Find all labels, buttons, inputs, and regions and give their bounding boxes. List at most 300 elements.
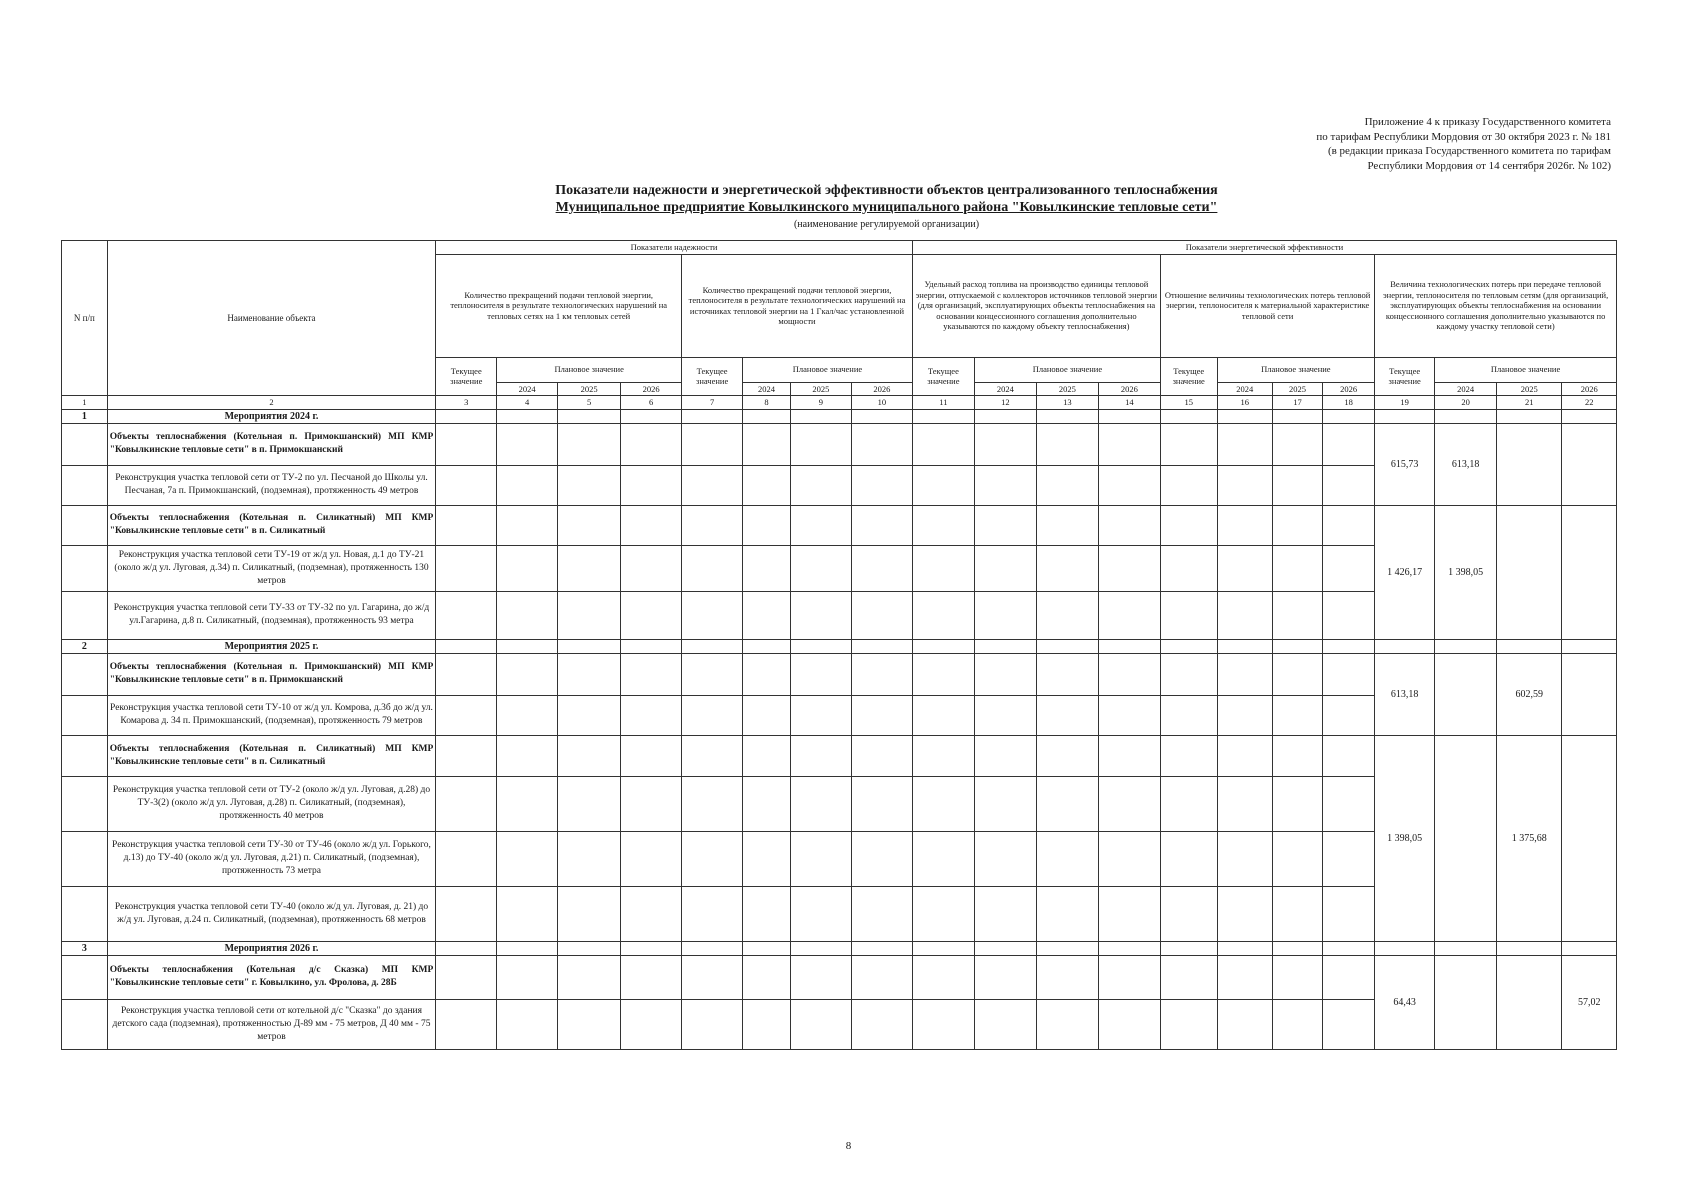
loss-value-20 xyxy=(1435,955,1497,1049)
empty-cell xyxy=(743,886,791,941)
empty-cell xyxy=(851,653,912,695)
empty-cell xyxy=(497,505,558,545)
column-number: 15 xyxy=(1160,396,1217,410)
empty-cell xyxy=(621,545,682,591)
empty-cell xyxy=(851,941,912,955)
empty-cell xyxy=(621,695,682,735)
empty-cell xyxy=(912,465,974,505)
empty-cell xyxy=(62,591,108,639)
empty-cell xyxy=(1272,409,1322,423)
empty-cell xyxy=(1323,831,1375,886)
header-year: 2024 xyxy=(497,382,558,396)
empty-cell xyxy=(682,591,743,639)
empty-cell xyxy=(62,423,108,465)
empty-cell xyxy=(1272,591,1322,639)
empty-cell xyxy=(790,955,851,999)
header-current-value: Текущее значение xyxy=(436,357,497,396)
loss-value-22 xyxy=(1562,653,1617,735)
empty-cell xyxy=(497,886,558,941)
column-number: 13 xyxy=(1036,396,1098,410)
empty-cell xyxy=(682,423,743,465)
empty-cell xyxy=(1217,695,1272,735)
empty-cell xyxy=(1272,465,1322,505)
empty-cell xyxy=(682,776,743,831)
empty-cell xyxy=(743,831,791,886)
empty-cell xyxy=(1036,639,1098,653)
empty-cell xyxy=(62,999,108,1049)
empty-cell xyxy=(790,695,851,735)
column-number: 19 xyxy=(1375,396,1435,410)
empty-cell xyxy=(1272,505,1322,545)
empty-cell xyxy=(1375,409,1435,423)
header-year: 2026 xyxy=(1562,382,1617,396)
empty-cell xyxy=(1160,591,1217,639)
empty-cell xyxy=(912,505,974,545)
column-number: 17 xyxy=(1272,396,1322,410)
empty-cell xyxy=(621,409,682,423)
header-num: N п/п xyxy=(62,241,108,396)
empty-cell xyxy=(1036,886,1098,941)
organization-caption: (наименование регулируемой организации) xyxy=(793,219,980,230)
empty-cell xyxy=(1323,653,1375,695)
empty-cell xyxy=(558,545,621,591)
empty-cell xyxy=(1272,941,1322,955)
empty-cell xyxy=(1160,735,1217,776)
empty-cell xyxy=(743,409,791,423)
header-name: Наименование объекта xyxy=(107,241,436,396)
empty-cell xyxy=(743,545,791,591)
empty-cell xyxy=(558,941,621,955)
header-year: 2026 xyxy=(851,382,912,396)
header-planned-value: Плановое значение xyxy=(1435,357,1617,382)
empty-cell xyxy=(1036,423,1098,465)
object-name: Объекты теплоснабжения (Котельная д/с Сказка) МП КМР "Ковылкинские тепловые сети" г. Ковылкино, ул. Фролова, д. 28Б xyxy=(107,955,436,999)
empty-cell xyxy=(1036,831,1098,886)
empty-cell xyxy=(62,831,108,886)
empty-cell xyxy=(436,831,497,886)
empty-cell xyxy=(1217,955,1272,999)
empty-cell xyxy=(974,465,1036,505)
empty-cell xyxy=(912,639,974,653)
empty-cell xyxy=(1375,639,1435,653)
object-row xyxy=(62,735,1617,776)
empty-cell xyxy=(1160,941,1217,955)
empty-cell xyxy=(1562,409,1617,423)
empty-cell xyxy=(1098,653,1160,695)
empty-cell xyxy=(743,735,791,776)
empty-cell xyxy=(1036,776,1098,831)
empty-cell xyxy=(1323,886,1375,941)
header-efficiency: Показатели энергетической эффективности xyxy=(912,241,1616,255)
empty-cell xyxy=(497,409,558,423)
empty-cell xyxy=(1036,955,1098,999)
empty-cell xyxy=(1098,423,1160,465)
appendix-line: по тарифам Республики Мордовия от 30 октября 2023 г. № 181 xyxy=(1316,130,1611,143)
loss-value-21: 602,59 xyxy=(1497,653,1562,735)
empty-cell xyxy=(974,653,1036,695)
empty-cell xyxy=(621,999,682,1049)
empty-cell xyxy=(62,955,108,999)
empty-cell xyxy=(790,831,851,886)
empty-cell xyxy=(1272,999,1322,1049)
empty-cell xyxy=(558,831,621,886)
work-description: Реконструкция участка тепловой сети ТУ-30 от ТУ-46 (около ж/д ул. Горького, д.13) до ТУ-40 (около ж/д ул. Луговая, д.21) п. Силикатный, (подземная), протяженность 73 метра xyxy=(107,831,436,886)
column-number: 3 xyxy=(436,396,497,410)
work-description: Реконструкция участка тепловой сети ТУ-33 от ТУ-32 по ул. Гагарина, до ж/д ул.Гагарина, д.8 п. Силикатный, (подземная), протяженность 93 метра xyxy=(107,591,436,639)
section-title: Мероприятия 2025 г. xyxy=(107,639,436,653)
empty-cell xyxy=(912,941,974,955)
header-year: 2024 xyxy=(743,382,791,396)
empty-cell xyxy=(912,735,974,776)
empty-cell xyxy=(497,465,558,505)
empty-cell xyxy=(974,831,1036,886)
section-row xyxy=(62,941,1617,955)
empty-cell xyxy=(436,423,497,465)
object-name: Объекты теплоснабжения (Котельная п. Примокшанский) МП КМР "Ковылкинские тепловые сети" в п. Примокшанский xyxy=(107,423,436,465)
column-number: 22 xyxy=(1562,396,1617,410)
empty-cell xyxy=(1323,776,1375,831)
empty-cell xyxy=(974,776,1036,831)
empty-cell xyxy=(62,465,108,505)
empty-cell xyxy=(1098,735,1160,776)
empty-cell xyxy=(1160,545,1217,591)
header-reliability: Показатели надежности xyxy=(436,241,913,255)
header-year: 2025 xyxy=(558,382,621,396)
empty-cell xyxy=(682,831,743,886)
empty-cell xyxy=(1435,639,1497,653)
empty-cell xyxy=(1435,941,1497,955)
empty-cell xyxy=(1272,776,1322,831)
empty-cell xyxy=(1217,653,1272,695)
header-year: 2025 xyxy=(1497,382,1562,396)
empty-cell xyxy=(851,545,912,591)
indicators-table xyxy=(61,240,1617,1050)
empty-cell xyxy=(436,639,497,653)
empty-cell xyxy=(1160,505,1217,545)
empty-cell xyxy=(62,776,108,831)
empty-cell xyxy=(621,886,682,941)
page-number: 8 xyxy=(845,1140,852,1152)
empty-cell xyxy=(1217,886,1272,941)
empty-cell xyxy=(436,545,497,591)
empty-cell xyxy=(682,545,743,591)
empty-cell xyxy=(912,999,974,1049)
empty-cell xyxy=(1036,465,1098,505)
empty-cell xyxy=(558,423,621,465)
object-row xyxy=(62,653,1617,695)
empty-cell xyxy=(1217,591,1272,639)
header-g1: Количество прекращений подачи тепловой энергии, теплоносителя в результате технологических нарушений на тепловых сетях на 1 км тепловых сетей xyxy=(436,254,682,357)
empty-cell xyxy=(851,831,912,886)
header-g3: Удельный расход топлива на производство единицы тепловой энергии, отпускаемой с коллекторов источников тепловой энергии (для организаций, эксплуатирующих объекты теплоснабжения на основании концессионного соглашения дополнительно указываются по каждому объекту теплоснабжения) xyxy=(912,254,1160,357)
header-year: 2025 xyxy=(790,382,851,396)
empty-cell xyxy=(790,999,851,1049)
empty-cell xyxy=(1217,465,1272,505)
header-year: 2025 xyxy=(1036,382,1098,396)
empty-cell xyxy=(1036,735,1098,776)
header-planned-value: Плановое значение xyxy=(497,357,682,382)
empty-cell xyxy=(1375,941,1435,955)
empty-cell xyxy=(974,695,1036,735)
section-number: 3 xyxy=(62,941,108,955)
header-year: 2024 xyxy=(974,382,1036,396)
empty-cell xyxy=(62,545,108,591)
empty-cell xyxy=(1323,999,1375,1049)
empty-cell xyxy=(1323,695,1375,735)
empty-cell xyxy=(1098,465,1160,505)
empty-cell xyxy=(851,591,912,639)
empty-cell xyxy=(1272,955,1322,999)
empty-cell xyxy=(790,886,851,941)
empty-cell xyxy=(912,545,974,591)
empty-cell xyxy=(497,776,558,831)
column-number: 7 xyxy=(682,396,743,410)
empty-cell xyxy=(621,955,682,999)
loss-value-19: 615,73 xyxy=(1375,423,1435,505)
header-planned-value: Плановое значение xyxy=(743,357,913,382)
empty-cell xyxy=(436,776,497,831)
empty-cell xyxy=(790,591,851,639)
column-number: 5 xyxy=(558,396,621,410)
empty-cell xyxy=(743,505,791,545)
loss-value-22 xyxy=(1562,505,1617,639)
column-number: 16 xyxy=(1217,396,1272,410)
object-row xyxy=(62,505,1617,545)
empty-cell xyxy=(1098,409,1160,423)
empty-cell xyxy=(1272,695,1322,735)
empty-cell xyxy=(497,423,558,465)
empty-cell xyxy=(621,505,682,545)
empty-cell xyxy=(743,423,791,465)
column-number: 8 xyxy=(743,396,791,410)
empty-cell xyxy=(1098,639,1160,653)
header-g2: Количество прекращений подачи тепловой энергии, теплоносителя в результате технологических нарушений на источниках тепловой энергии на 1 Гкал/час установленной мощности xyxy=(682,254,913,357)
document-title: Показатели надежности и энергетической эффективности объектов централизованного теплоснабжения xyxy=(555,183,1218,198)
empty-cell xyxy=(1435,409,1497,423)
empty-cell xyxy=(1323,545,1375,591)
empty-cell xyxy=(1160,776,1217,831)
empty-cell xyxy=(436,465,497,505)
empty-cell xyxy=(974,735,1036,776)
empty-cell xyxy=(1098,776,1160,831)
appendix-line: Приложение 4 к приказу Государственного комитета xyxy=(1364,116,1611,128)
empty-cell xyxy=(790,639,851,653)
empty-cell xyxy=(1098,505,1160,545)
loss-value-20 xyxy=(1435,653,1497,735)
empty-cell xyxy=(682,639,743,653)
empty-cell xyxy=(436,695,497,735)
empty-cell xyxy=(1160,639,1217,653)
empty-cell xyxy=(1217,545,1272,591)
empty-cell xyxy=(497,545,558,591)
object-name: Объекты теплоснабжения (Котельная п. Силикатный) МП КМР "Ковылкинские тепловые сети" в п. Силикатный xyxy=(107,505,436,545)
empty-cell xyxy=(743,465,791,505)
empty-cell xyxy=(682,505,743,545)
empty-cell xyxy=(436,409,497,423)
empty-cell xyxy=(1272,653,1322,695)
empty-cell xyxy=(851,955,912,999)
empty-cell xyxy=(62,653,108,695)
empty-cell xyxy=(1562,941,1617,955)
empty-cell xyxy=(436,886,497,941)
column-number: 21 xyxy=(1497,396,1562,410)
empty-cell xyxy=(743,941,791,955)
empty-cell xyxy=(1323,955,1375,999)
empty-cell xyxy=(1217,505,1272,545)
section-row xyxy=(62,409,1617,423)
empty-cell xyxy=(1036,695,1098,735)
loss-value-19: 1 426,17 xyxy=(1375,505,1435,639)
empty-cell xyxy=(558,776,621,831)
empty-cell xyxy=(682,735,743,776)
empty-cell xyxy=(974,545,1036,591)
section-number: 2 xyxy=(62,639,108,653)
empty-cell xyxy=(558,639,621,653)
empty-cell xyxy=(851,695,912,735)
empty-cell xyxy=(851,465,912,505)
header-year: 2026 xyxy=(1323,382,1375,396)
empty-cell xyxy=(912,591,974,639)
empty-cell xyxy=(1217,776,1272,831)
empty-cell xyxy=(974,423,1036,465)
empty-cell xyxy=(497,941,558,955)
empty-cell xyxy=(1160,409,1217,423)
empty-cell xyxy=(682,886,743,941)
loss-value-22 xyxy=(1562,423,1617,505)
empty-cell xyxy=(1036,505,1098,545)
empty-cell xyxy=(743,639,791,653)
column-number: 20 xyxy=(1435,396,1497,410)
header-year: 2026 xyxy=(621,382,682,396)
empty-cell xyxy=(62,886,108,941)
empty-cell xyxy=(1497,409,1562,423)
empty-cell xyxy=(621,831,682,886)
empty-cell xyxy=(912,955,974,999)
empty-cell xyxy=(1036,409,1098,423)
empty-cell xyxy=(851,423,912,465)
empty-cell xyxy=(558,653,621,695)
empty-cell xyxy=(436,735,497,776)
empty-cell xyxy=(1272,886,1322,941)
loss-value-20: 613,18 xyxy=(1435,423,1497,505)
work-description: Реконструкция участка тепловой сети от ТУ-2 (около ж/д ул. Луговая, д.28) до ТУ-3(2) (около ж/д ул. Луговая, д.28) п. Силикатный, (подземная), протяженность 40 метров xyxy=(107,776,436,831)
empty-cell xyxy=(1098,955,1160,999)
empty-cell xyxy=(851,886,912,941)
empty-cell xyxy=(851,999,912,1049)
object-name: Объекты теплоснабжения (Котельная п. Примокшанский) МП КМР "Ковылкинские тепловые сети" в п. Примокшанский xyxy=(107,653,436,695)
empty-cell xyxy=(1160,423,1217,465)
empty-cell xyxy=(682,465,743,505)
loss-value-22 xyxy=(1562,735,1617,941)
loss-value-21 xyxy=(1497,955,1562,1049)
empty-cell xyxy=(621,639,682,653)
object-row xyxy=(62,423,1617,465)
empty-cell xyxy=(558,695,621,735)
column-number: 9 xyxy=(790,396,851,410)
empty-cell xyxy=(1323,639,1375,653)
empty-cell xyxy=(682,941,743,955)
work-description: Реконструкция участка тепловой сети от ТУ-2 по ул. Песчаной до Школы ул. Песчаная, 7а п. Примокшанский, (подземная), протяженность 49 метров xyxy=(107,465,436,505)
header-year: 2024 xyxy=(1217,382,1272,396)
empty-cell xyxy=(1098,999,1160,1049)
column-number: 4 xyxy=(497,396,558,410)
empty-cell xyxy=(497,695,558,735)
empty-cell xyxy=(1160,999,1217,1049)
empty-cell xyxy=(682,999,743,1049)
empty-cell xyxy=(912,776,974,831)
empty-cell xyxy=(621,591,682,639)
loss-value-21 xyxy=(1497,423,1562,505)
empty-cell xyxy=(558,505,621,545)
empty-cell xyxy=(1217,423,1272,465)
empty-cell xyxy=(1323,735,1375,776)
loss-value-21 xyxy=(1497,505,1562,639)
header-planned-value: Плановое значение xyxy=(1217,357,1375,382)
header-planned-value: Плановое значение xyxy=(974,357,1160,382)
section-title: Мероприятия 2026 г. xyxy=(107,941,436,955)
empty-cell xyxy=(1160,886,1217,941)
empty-cell xyxy=(1272,545,1322,591)
empty-cell xyxy=(790,776,851,831)
loss-value-19: 613,18 xyxy=(1375,653,1435,735)
column-number: 1 xyxy=(62,396,108,410)
empty-cell xyxy=(974,886,1036,941)
empty-cell xyxy=(851,639,912,653)
empty-cell xyxy=(1217,409,1272,423)
empty-cell xyxy=(743,695,791,735)
empty-cell xyxy=(1098,941,1160,955)
empty-cell xyxy=(912,695,974,735)
loss-value-19: 1 398,05 xyxy=(1375,735,1435,941)
header-year: 2024 xyxy=(1435,382,1497,396)
organization-name: Муниципальное предприятие Ковылкинского муниципального района "Ковылкинские тепловые сети" xyxy=(555,200,1218,215)
empty-cell xyxy=(1323,423,1375,465)
section-number: 1 xyxy=(62,409,108,423)
empty-cell xyxy=(436,955,497,999)
appendix-line: Республики Мордовия от 14 сентября 2026г. № 102) xyxy=(1367,159,1611,172)
empty-cell xyxy=(790,653,851,695)
empty-cell xyxy=(912,409,974,423)
empty-cell xyxy=(1323,941,1375,955)
appendix-line: (в редакции приказа Государственного комитета по тарифам xyxy=(1327,145,1611,157)
empty-cell xyxy=(558,999,621,1049)
column-number: 6 xyxy=(621,396,682,410)
empty-cell xyxy=(1217,735,1272,776)
empty-cell xyxy=(558,955,621,999)
work-description: Реконструкция участка тепловой сети ТУ-19 от ж/д ул. Новая, д.1 до ТУ-21 (около ж/д ул. Луговая, д.34) п. Силикатный, (подземная), протяженность 130 метров xyxy=(107,545,436,591)
header-current-value: Текущее значение xyxy=(1160,357,1217,396)
empty-cell xyxy=(974,955,1036,999)
empty-cell xyxy=(790,735,851,776)
empty-cell xyxy=(851,735,912,776)
empty-cell xyxy=(790,465,851,505)
empty-cell xyxy=(912,653,974,695)
empty-cell xyxy=(497,639,558,653)
empty-cell xyxy=(558,591,621,639)
work-description: Реконструкция участка тепловой сети от котельной д/с "Сказка" до здания детского сада (подземная), протяженностью Д-89 мм - 75 метров, Д 40 мм - 75 метров xyxy=(107,999,436,1049)
empty-cell xyxy=(1272,831,1322,886)
empty-cell xyxy=(436,591,497,639)
column-number: 14 xyxy=(1098,396,1160,410)
empty-cell xyxy=(1217,639,1272,653)
empty-cell xyxy=(1272,423,1322,465)
loss-value-20: 1 398,05 xyxy=(1435,505,1497,639)
empty-cell xyxy=(974,999,1036,1049)
header-g4: Отношение величины технологических потерь тепловой энергии, теплоносителя к материальной характеристике тепловой сети xyxy=(1160,254,1374,357)
empty-cell xyxy=(1323,591,1375,639)
empty-cell xyxy=(621,735,682,776)
empty-cell xyxy=(682,955,743,999)
